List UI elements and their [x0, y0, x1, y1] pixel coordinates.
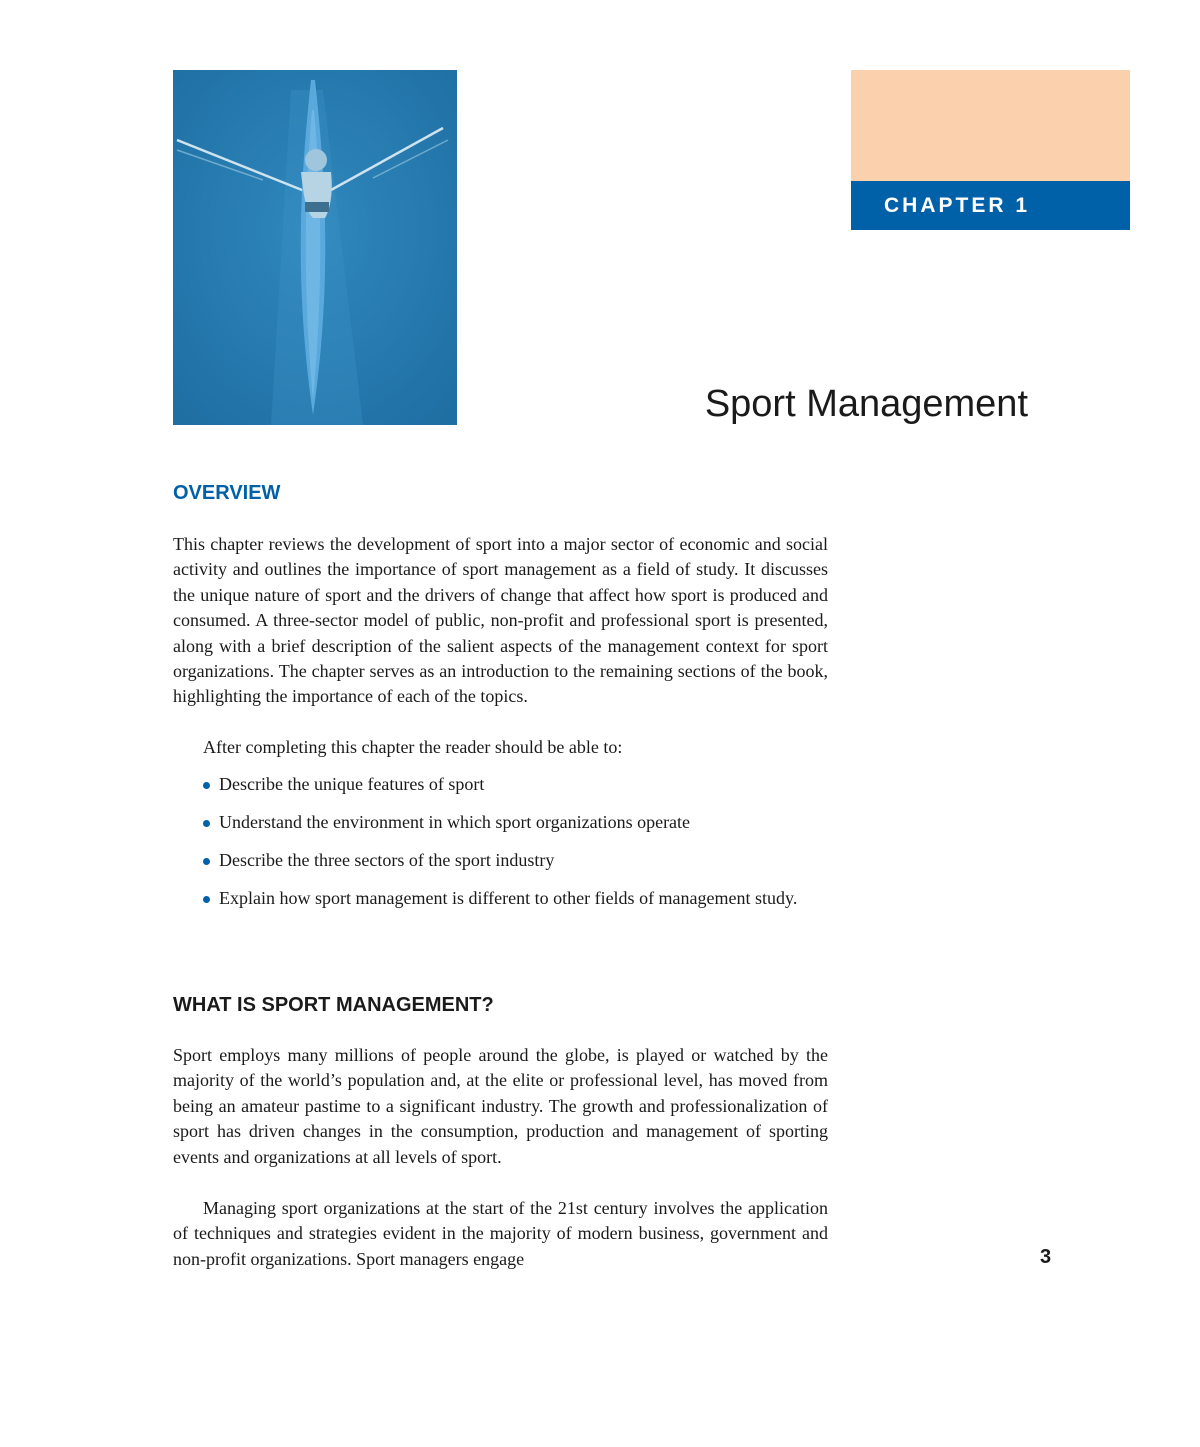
section-heading: WHAT IS SPORT MANAGEMENT? [173, 994, 494, 1016]
objectives-list [173, 772, 828, 924]
section-paragraph-2: Managing sport organizations at the start of the 21st century involves the application of techniques and strategies evident in the majority of modern business, government and non-profit organizations. Sport managers engage [173, 1198, 828, 1269]
overview-heading: OVERVIEW [173, 482, 281, 504]
objective-item: Describe the three sectors of the sport industry [173, 848, 828, 873]
rowing-photo [173, 70, 457, 425]
chapter-label: CHAPTER 1 [851, 181, 1130, 230]
objective-item: Explain how sport management is different to other fields of management study. [173, 886, 828, 911]
objective-item: Describe the unique features of sport [173, 772, 828, 797]
chapter-header-block [851, 70, 1130, 181]
overview-paragraph: This chapter reviews the development of sport into a major sector of economic and social activity and outlines the importance of sport management as a field of study. It discusses the unique nature of sport and the drivers of change that affect how sport is produced and consumed. A three-sector model of public, non-profit and professional sport is presented, along with a brief description of the salient aspects of the management context for sport organizations. The chapter serves as an introduction to the remaining sections of the book, highlighting the importance of each of the topics. [173, 534, 828, 707]
section-paragraph-1: Sport employs many millions of people around the globe, is played or watched by the majority of the world’s population and, at the elite or professional level, has moved from being an amateur pastime to a significant industry. The growth and professionalization of sport has driven changes in the consumption, production and management of sporting events and organizations at all levels of sport. [173, 1045, 828, 1167]
objective-item: Understand the environment in which sport organizations operate [173, 810, 828, 835]
page-number: 3 [1040, 1246, 1052, 1268]
objectives-intro: After completing this chapter the reader should be able to: [203, 737, 623, 757]
chapter-title: Sport Management [704, 383, 1028, 425]
rower-illustration [173, 70, 457, 425]
